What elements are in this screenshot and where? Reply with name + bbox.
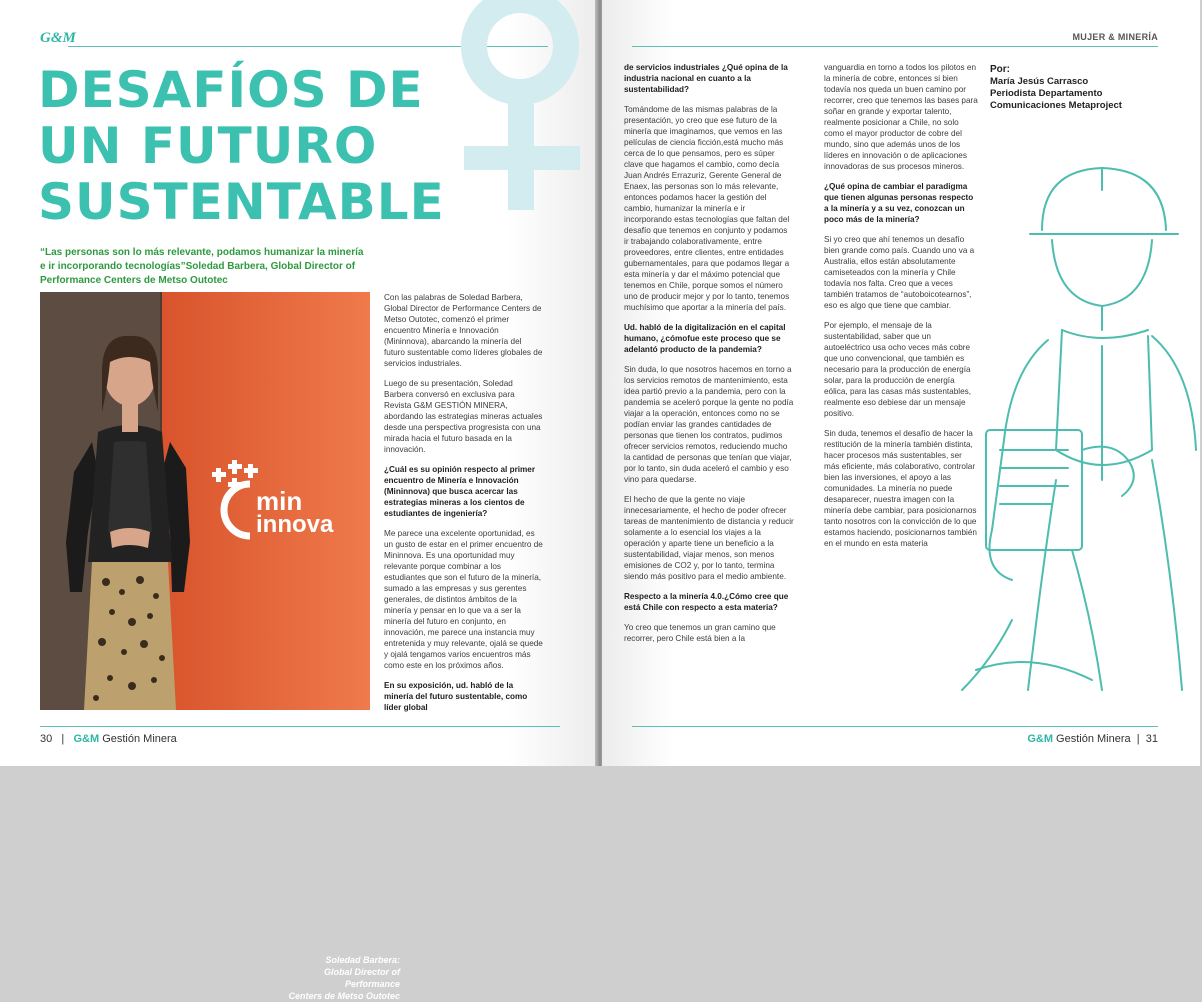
paragraph: Yo creo que tenemos un gran camino que recorrer, pero Chile está bien a la [624,623,776,643]
photo-caption [268,954,400,1002]
right-footer [1027,733,1158,745]
lead-quote: “Las personas son lo más relevante, podamos humanizar la minería e ir incorporando tecnologías”Soledad Barbera, Global Director of Performance Centers de Metso Outotec [40,247,364,286]
right-text-column-2 [824,62,978,558]
interview-question: de servicios industriales ¿Qué opina de la industria nacional en cuanto a la sustentabilidad? [624,63,788,94]
author-role: Periodista Departamento [990,88,1103,99]
right-page [602,0,1200,766]
banner-logo-innova: innova [256,511,334,538]
banner-logo-min: min [256,486,303,516]
paragraph: Sin duda, tenemos el desafío de hacer la restitución de la minería también distinta, hacer procesos más sustentables, ser más eficiente, más colaborativo, controlar bien las inversiones, el apoyo a las comunidades. La minería no puede desaparecer, nuestra imagen con la minería debe cambiar, para posicionarnos tanto nosotros con la convicción de lo que estamos haciendo, posicionarnos también en el mundo en esta materia [824,429,977,548]
footer-brand: G&M [1027,733,1053,745]
author-name: María Jesús Carrasco [990,76,1089,87]
footer-rule [632,726,1158,727]
section-tag: MUJER & MINERÍA [1072,32,1158,42]
interview-question: En su exposición, ud. habló de la minería del futuro sustentable, como líder global [384,681,528,712]
interview-question: Ud. habló de la digitalización en el capital humano, ¿cómofue este proceso que se adelantó producto de la pandemia? [624,323,786,354]
caption-company: Centers de Metso Outotec [288,991,400,1001]
paragraph: El hecho de que la gente no viaje innecesariamente, el hecho de poder ofrecer tareas de mantenimiento de distancia y reducir solamente a lo esencial los viajes a la operación y aparte tiene un beneficio a la sustentabilidad, viajar menos, son menos emisiones de CO2 y, por lo tanto, termina siendo más positivo para el medio ambiente. [624,495,794,581]
paragraph: Si yo creo que ahí tenemos un desafío bien grande como país. Cuando uno va a Australia, ellos están absolutamente camiseteados con la minería y Chile todavía nos falta. Creo que a veces también tratamos de “autoboicotearnos”, eso es algo que tiene que cambiar. [824,235,975,310]
footer-rule [40,726,560,727]
paragraph: Por ejemplo, el mensaje de la sustentabilidad, saber que un autoeléctrico usa ocho veces más cobre que uno convencional, que también es necesario para la producción de energía solar, para la producción de energía eólica, para las casas más sustentables, realmente eso debiese dar un mensaje positivo. [824,321,971,418]
left-footer [40,733,177,745]
article-title: DESAFÍOS DE UN FUTURO SUSTENTABLE [38,61,445,231]
footer-magazine-name: Gestión Minera [1056,733,1131,745]
paragraph: Luego de su presentación, Soledad Barbera conversó en exclusiva para Revista G&M GESTIÓN MINERA, abordando las estrategias mineras actuales desde una perspectiva progresista con una mirada hacia el futuro basada en la innovación. [384,379,543,454]
footer-separator: | [61,733,65,745]
magazine-logo: G&M [40,30,76,46]
page-number: 31 [1145,733,1158,745]
footer-brand: G&M [73,733,100,745]
byline-label: Por: [990,64,1010,75]
header-rule [632,46,1158,47]
footer-magazine-name: Gestión Minera [102,733,177,745]
footer-separator: | [1136,733,1140,745]
paragraph: Tomándome de las mismas palabras de la presentación, yo creo que ese futuro de la minería que imaginamos, que vemos en las películas de ciencia ficción,está mucho más cerca de lo que pensamos, pero es súper clave que hagamos el cambio, como decía Juan Andrés Errazuriz, Gerente General de Enaex, las personas son lo más relevante, entonces podamos hacer la gestión del cambio, humanizar la minería e ir incorporando estas tecnologías que faltan del desafío que tenemos en conjunto y podamos ir trabajando colaborativamente, entre proveedores, entre clientes, entre entidades gubernamentales, para que podamos llegar a esta minería y dar el máximo potencial que tenemos en Chile, porque somos el número uno de producir mejor y por lo tanto, tenemos muchísimo que aportar a la minería del país. [624,105,790,312]
venus-symbol-icon [440,0,600,210]
author-byline [990,64,1122,112]
caption-role: Global Director of Performance [323,967,400,989]
page-number: 30 [40,733,53,745]
interview-question: Respecto a la minería 4.0.¿Cómo cree que está Chile con respecto a esta materia? [624,592,789,612]
paragraph: vanguardia en torno a todos los pilotos en la minería de cobre, entonces si bien todavía nos queda un buen camino por recorrer, creo que tenemos las bases para soñar en grande y exportar talento, realmente posicionar a Chile, no solo como el mayor productor de cobre del mundo, sino que además unos de los líderes en innovación o de aplicaciones innovadoras de sus procesos mineros. [824,63,978,171]
right-text-column-1 [624,62,794,653]
interview-question: ¿Qué opina de cambiar el paradigma que tienen algunas personas respecto a la minería y a su vez, conozcan un poco más de la minería? [824,182,974,224]
paragraph: Con las palabras de Soledad Barbera, Global Director de Performance Centers de Metso Outotec, comenzó el primer encuentro Minería e Innovación (Mininnova), abarcando la minería del futuro sustentable como líderes globales de servicios industriales. [384,293,543,368]
left-text-column [384,292,544,722]
photo-illustration [40,292,370,710]
caption-name: Soledad Barbera: [325,955,400,965]
paragraph: Sin duda, lo que nosotros hacemos en torno a los servicios remotos de mantenimiento, esta idea partió previo a la pandemia, pero con la pandemia se aceleró porque la gente no podía viajar a la operación, entonces como no se podían enviar las grandes cantidades de personas que tienen los contratos, pudimos ofrecer servicios remotos, reduciendo mucho la cantidad de personas que tenían que viajar, por lo tanto, sin duda aceleró el cambio y eso vino para quedarse. [624,365,794,484]
miner-illustration [952,150,1202,710]
author-org: Comunicaciones Metaproject [990,100,1122,111]
paragraph: Me parece una excelente oportunidad, es un gusto de estar en el primer encuentro de Mininnova. Es una oportunidad muy relevante porque combinar a los estudiantes que son el futuro de la minería, sumado a las empresas y sus gerentes generales, de distintos ámbitos de la minería y pensar en lo que va a ser la minería del futuro en conjunto, en innovación, me parece una instancia muy entretenida y muy relevante, ojalá se quede y ojalá tengamos varios encuentros más como este en los próximos años. [384,529,543,670]
interview-question: ¿Cuál es su opinión respecto al primer encuentro de Minería e Innovación (Mininnova) que busca acercar las estrategias mineras a los cientos de estudiantes de ingeniería? [384,465,536,518]
